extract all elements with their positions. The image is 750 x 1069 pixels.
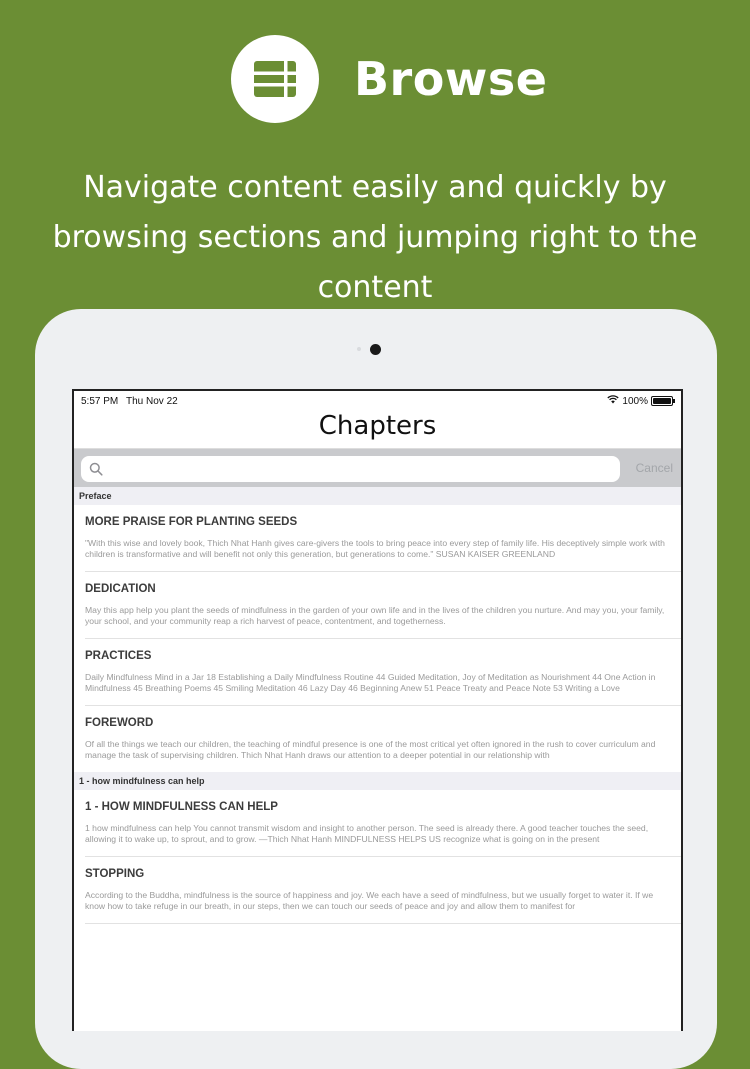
front-camera	[370, 344, 381, 355]
sensor-dot	[357, 347, 361, 351]
chapter-title: STOPPING	[85, 868, 145, 880]
chapter-item[interactable]	[85, 639, 681, 706]
wifi-icon	[607, 395, 619, 407]
cancel-button[interactable]: Cancel	[635, 461, 673, 475]
chapter-item[interactable]	[85, 857, 681, 924]
battery-percent: 100%	[622, 395, 648, 407]
chapter-excerpt: "With this wise and lovely book, Thich Nhat Hanh gives care-givers the tools to bring peace into every step of family life. His deceptively simple work with children is transformative and will benefit not only this generation, but generations to come." SUSAN KAISER GREENLAND	[85, 538, 665, 559]
chapter-title: PRACTICES	[85, 650, 152, 662]
list-icon	[231, 35, 319, 123]
nav-title: Chapters	[74, 411, 681, 449]
chapter-title: MORE PRAISE FOR PLANTING SEEDS	[85, 516, 298, 528]
status-time: 5:57 PM	[81, 396, 119, 407]
chapters-list	[74, 487, 681, 924]
chapter-excerpt: 1 how mindfulness can help You cannot transmit wisdom and insight to another person. The seed is already there. A good teacher touches the seed, allowing it to wake up, to sprout, and to grow. —Thich Nhat Hanh MINDFULNESS HELPS US recognize what is going on in the present	[85, 823, 649, 844]
section-header-chapter-1: 1 - how mindfulness can help	[74, 772, 681, 790]
chapter-excerpt: According to the Buddha, mindfulness is the source of happiness and joy. We each have a seed of mindfulness, but we usually forget to water it. If we know how to take refuge in our breath, in our steps, then we can touch our seeds of peace and joy and allow them to manifest for	[85, 890, 654, 911]
status-date: Thu Nov 22	[126, 396, 178, 407]
status-bar	[74, 391, 681, 411]
search-bar	[74, 449, 681, 487]
search-icon	[89, 462, 103, 476]
app-screen	[72, 389, 683, 1031]
section-header-preface: Preface	[74, 487, 681, 505]
chapter-excerpt: May this app help you plant the seeds of mindfulness in the garden of your own life and in the lives of the children you nurture. And may you, your family, your school, and your community reap a rich harvest of peace, contentment, and togetherness.	[85, 605, 665, 626]
search-field[interactable]	[81, 456, 620, 482]
chapter-title: DEDICATION	[85, 583, 156, 595]
chapter-item[interactable]	[85, 505, 681, 572]
status-right	[607, 395, 673, 407]
chapter-title: FOREWORD	[85, 717, 154, 729]
hero-subtitle: Navigate content easily and quickly by browsing sections and jumping right to the content	[52, 170, 698, 305]
chapter-item[interactable]	[85, 572, 681, 639]
chapter-item[interactable]	[85, 790, 681, 857]
search-input[interactable]	[109, 459, 613, 481]
chapter-excerpt: Daily Mindfulness Mind in a Jar 18 Establishing a Daily Mindfulness Routine 44 Guided Meditation, Joy of Meditation as Nourishment 44 One Action in Mindfulness 45 Breathing Poems 45 Smiling Meditation 46 Lazy Day 46 Beginning Anew 51 Peace Treaty and Peace Note 53 Writing a Love	[85, 672, 656, 693]
chapter-title: 1 - HOW MINDFULNESS CAN HELP	[85, 801, 278, 813]
hero-title: Browse	[354, 52, 548, 106]
battery-icon	[651, 396, 673, 406]
chapter-excerpt: Of all the things we teach our children, the teaching of mindful presence is one of the most critical yet often ignored in the rush to cover curriculum and manage the task of supervising children. Thich Nhat Hanh draws our attention to a deeper potential in our relationship with	[85, 739, 656, 760]
chapter-item[interactable]	[85, 706, 681, 772]
